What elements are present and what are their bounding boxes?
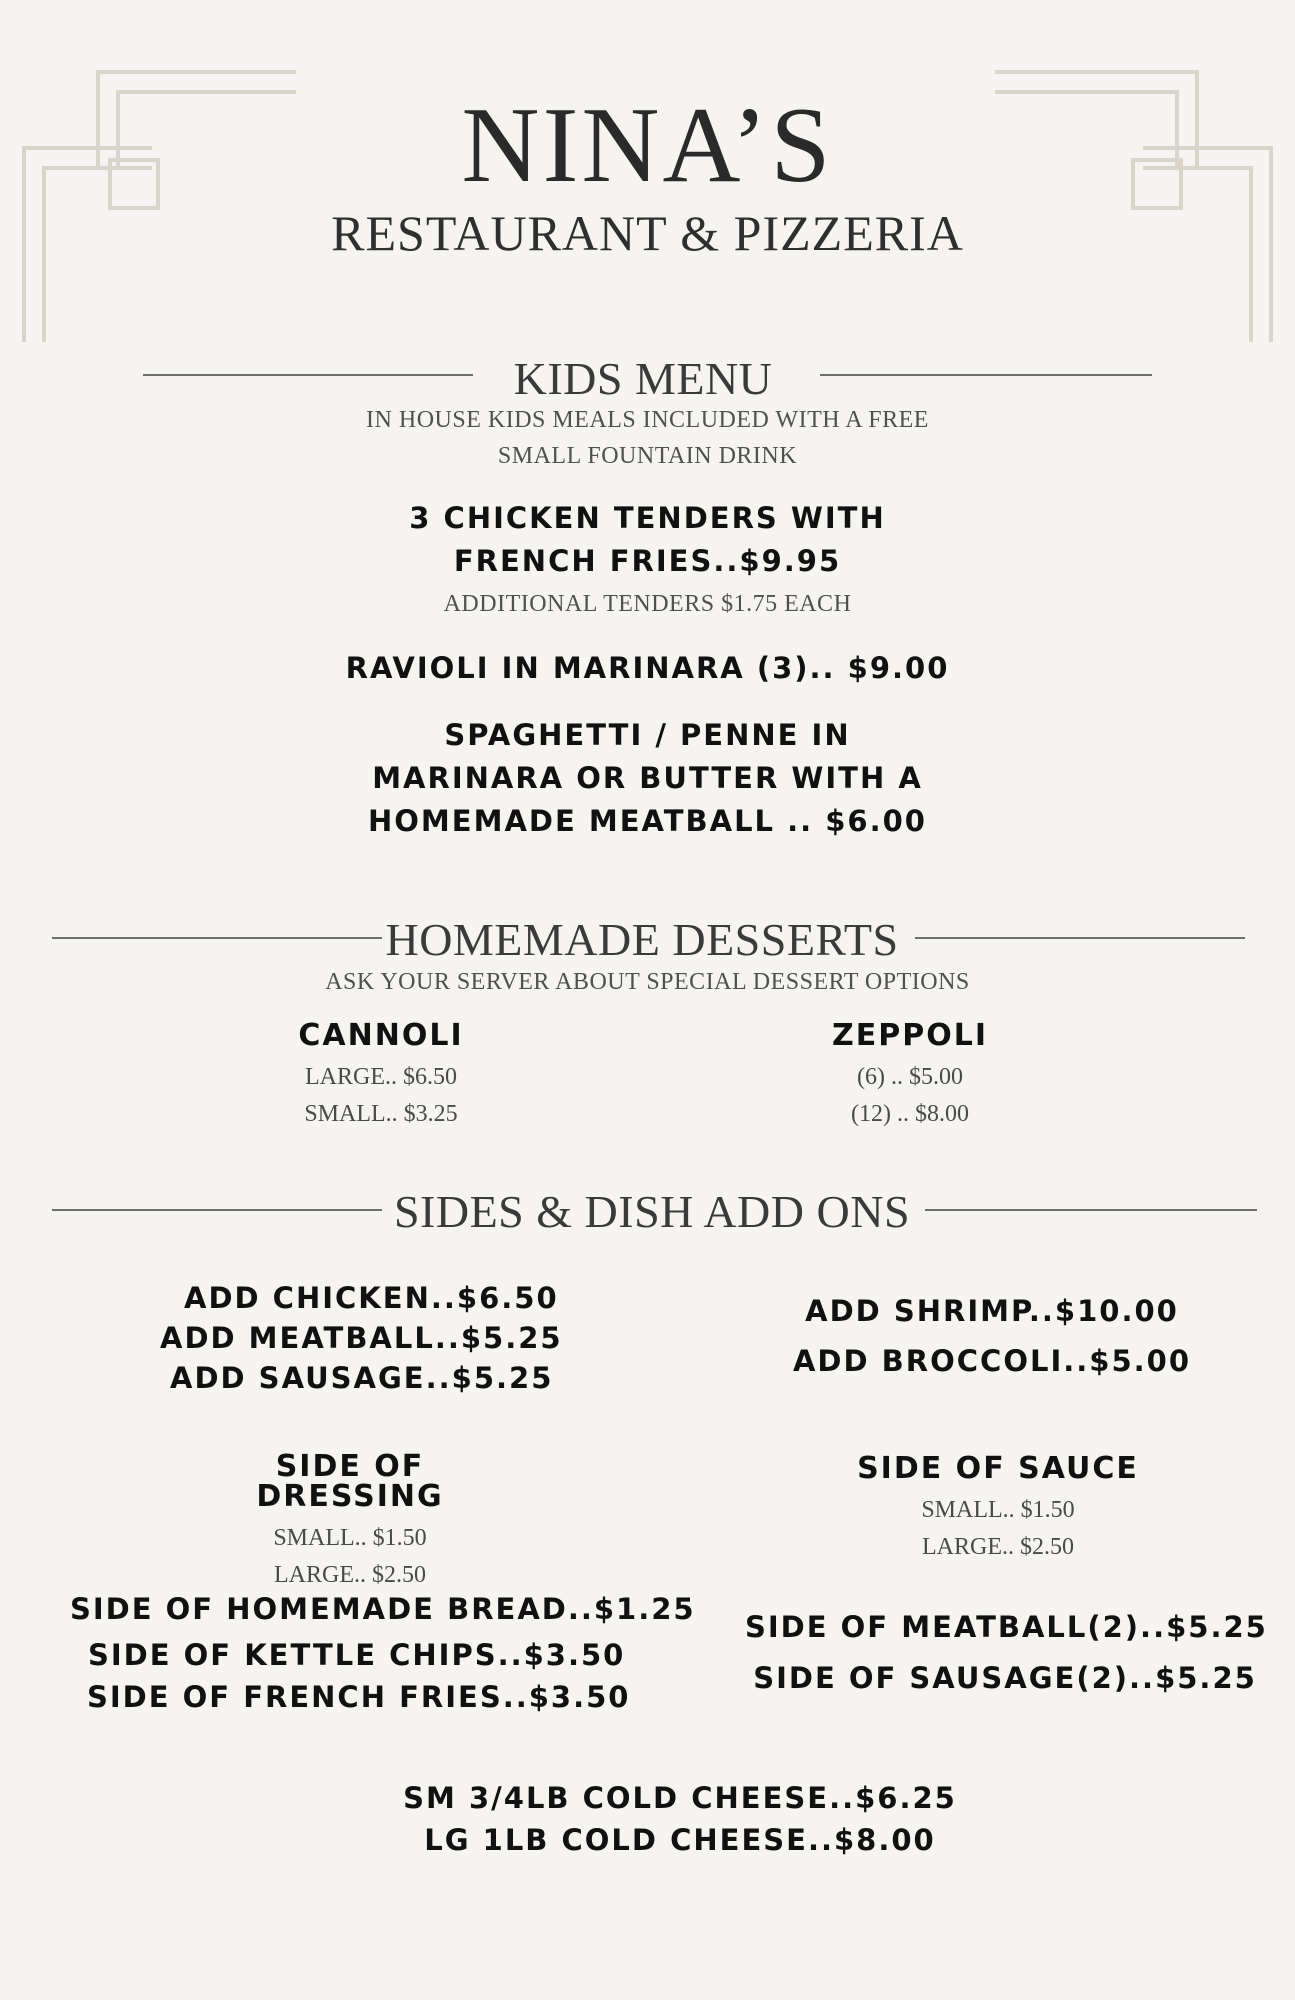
menu-item-chicken-tenders: 3 CHICKEN TENDERS WITH FRENCH FRIES..$9.95 (409, 501, 886, 578)
side-sausage: SIDE OF SAUSAGE(2)..$5.25 (753, 1661, 1257, 1695)
add-chicken: ADD CHICKEN..$6.50 (184, 1281, 559, 1315)
kids-menu-note: IN HOUSE KIDS MEALS INCLUDED WITH A FREE SMALL FOUNTAIN DRINK (366, 407, 929, 469)
section-divider-right (925, 1209, 1257, 1211)
menu-item-spaghetti: SPAGHETTI / PENNE IN MARINARA OR BUTTER WITH A HOMEMADE MEATBALL .. $6.00 (368, 718, 927, 838)
side-french-fries: SIDE OF FRENCH FRIES..$3.50 (87, 1680, 631, 1714)
desserts-title: HOMEMADE DESSERTS (385, 914, 899, 965)
sides-title: SIDES & DISH ADD ONS (393, 1186, 911, 1237)
section-divider-left (52, 937, 382, 939)
dessert-zeppoli: ZEPPOLI (6) .. $5.00 (12) .. $8.00 (760, 1021, 1060, 1133)
desserts-note: ASK YOUR SERVER ABOUT SPECIAL DESSERT OPTIONS (325, 969, 970, 995)
cold-cheese-large: LG 1LB COLD CHEESE..$8.00 (424, 1823, 936, 1857)
add-meatball: ADD MEATBALL..$5.25 (160, 1321, 563, 1355)
dessert-cannoli: CANNOLI LARGE.. $6.50 SMALL.. $3.25 (231, 1021, 531, 1133)
restaurant-name: NINA’S (461, 86, 834, 205)
cannoli-name: CANNOLI (298, 1018, 464, 1053)
add-shrimp: ADD SHRIMP..$10.00 (805, 1294, 1179, 1328)
zeppoli-name: ZEPPOLI (831, 1018, 988, 1053)
side-dressing: SIDE OF DRESSING SMALL.. $1.50 LARGE.. $2.50 (190, 1452, 510, 1594)
restaurant-subtitle: RESTAURANT & PIZZERIA (331, 205, 964, 261)
side-meatball: SIDE OF MEATBALL(2)..$5.25 (745, 1610, 1268, 1644)
side-dressing-name: SIDE OF DRESSING (256, 1449, 444, 1514)
side-sauce-name: SIDE OF SAUCE (857, 1451, 1139, 1486)
add-broccoli: ADD BROCCOLI..$5.00 (792, 1344, 1192, 1378)
section-divider-left (52, 1209, 382, 1211)
menu-item-ravioli: RAVIOLI IN MARINARA (3).. $9.00 (345, 651, 950, 685)
section-divider-right (820, 374, 1152, 376)
kids-menu-title: KIDS MENU (513, 353, 773, 404)
side-sauce: SIDE OF SAUCE SMALL.. $1.50 LARGE.. $2.50 (838, 1454, 1158, 1566)
section-divider-left (143, 374, 473, 376)
chicken-tenders-note: ADDITIONAL TENDERS $1.75 EACH (443, 591, 852, 617)
side-kettle-chips: SIDE OF KETTLE CHIPS..$3.50 (88, 1638, 626, 1672)
side-bread: SIDE OF HOMEMADE BREAD..$1.25 (70, 1592, 696, 1626)
section-divider-right (915, 937, 1245, 939)
add-sausage: ADD SAUSAGE..$5.25 (170, 1361, 554, 1395)
cold-cheese-small: SM 3/4LB COLD CHEESE..$6.25 (403, 1781, 957, 1815)
